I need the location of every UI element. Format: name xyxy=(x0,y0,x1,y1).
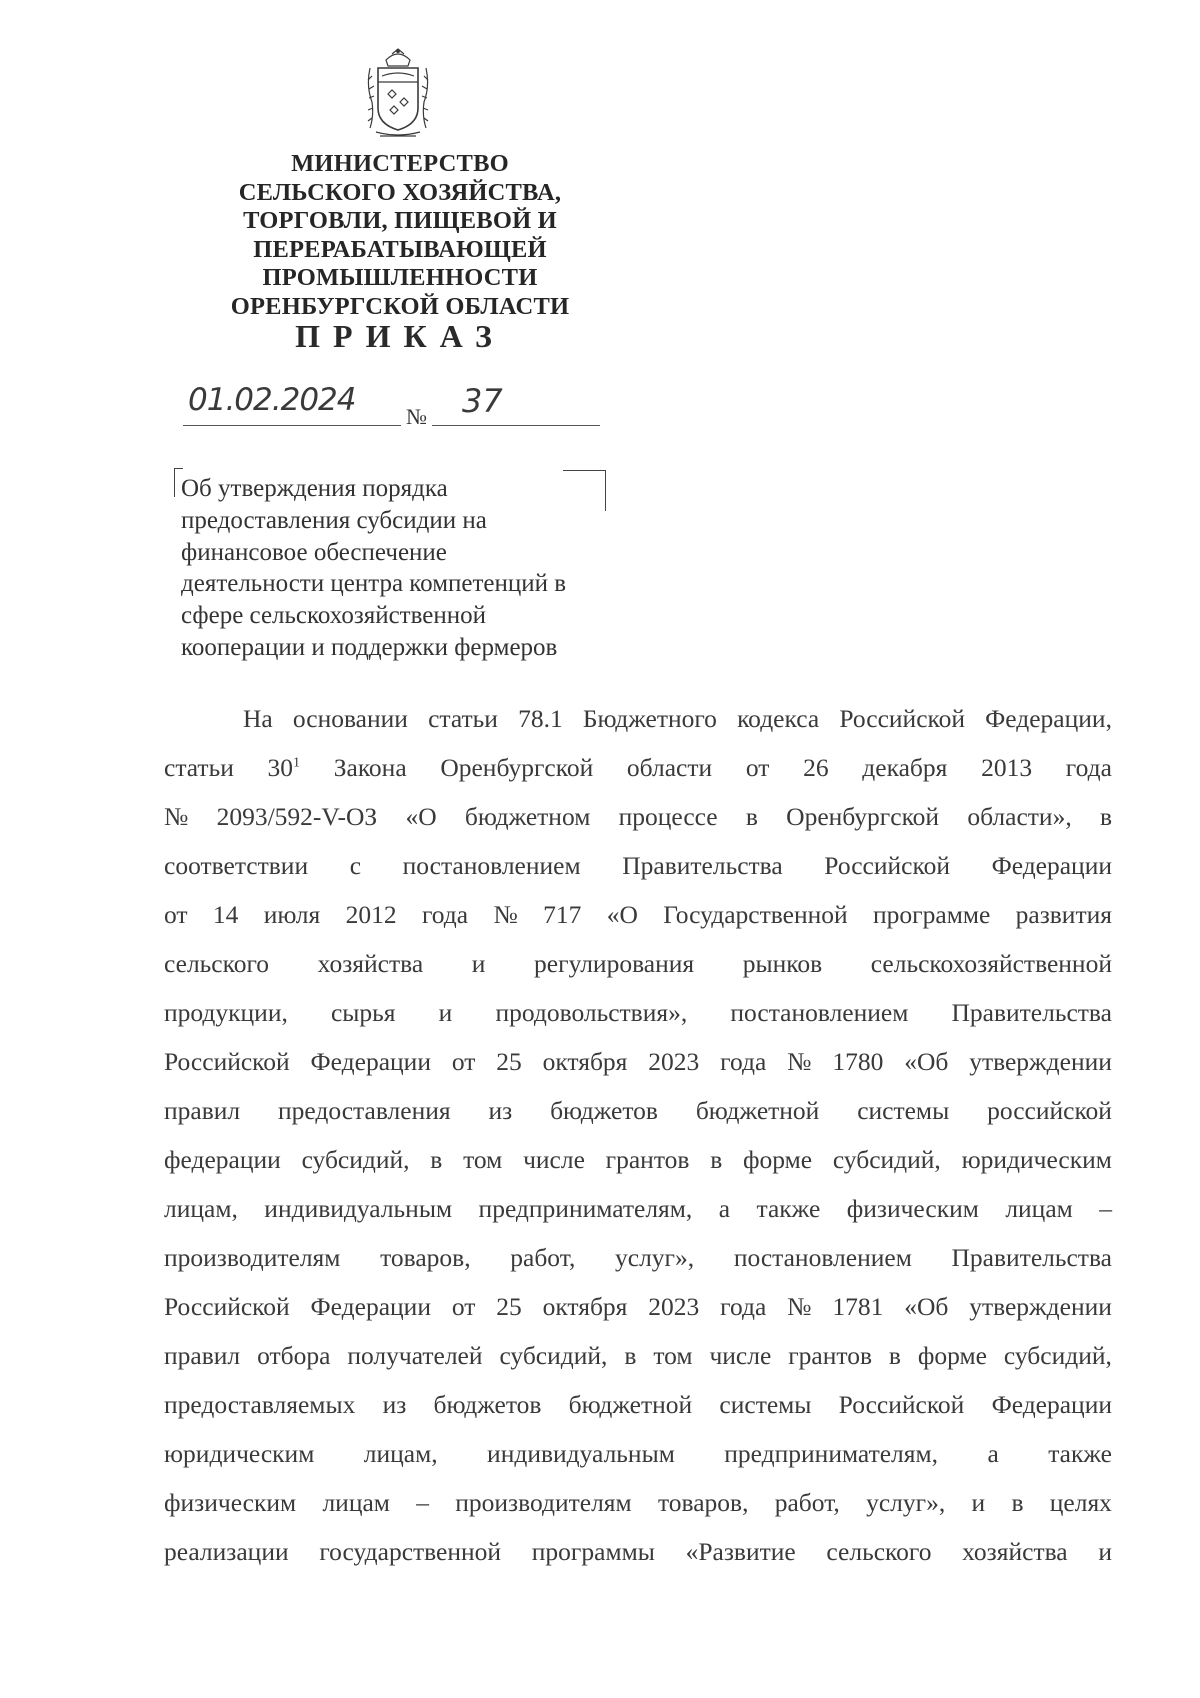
body-word: Федерации xyxy=(991,851,1112,880)
body-word: бюджетной xyxy=(695,1096,820,1125)
body-word: № xyxy=(164,802,189,831)
body-word: Оренбургской xyxy=(440,753,594,782)
body-word: Бюджетного xyxy=(582,704,717,733)
body-word: также xyxy=(1048,1439,1112,1468)
body-word: индивидуальным xyxy=(264,1194,453,1223)
body-line xyxy=(164,939,1112,988)
body-word: государственной xyxy=(319,1537,502,1566)
order-subject xyxy=(181,473,621,664)
body-word: утверждении xyxy=(969,1292,1112,1321)
body-word: программы xyxy=(531,1537,655,1566)
body-word: кодекса xyxy=(737,704,820,733)
body-word: Правительства xyxy=(951,998,1112,1027)
number-underline xyxy=(432,425,600,426)
body-word: реализации xyxy=(164,1537,289,1566)
body-word: системы xyxy=(857,1096,950,1125)
body-word: Правительства xyxy=(622,851,783,880)
body-word: бюджетов xyxy=(550,1096,658,1125)
body-word: в xyxy=(1011,1488,1024,1517)
body-word: Российской xyxy=(164,1292,290,1321)
body-word: а xyxy=(987,1439,999,1468)
body-word: Оренбургской xyxy=(786,802,940,831)
body-word: лицам, xyxy=(164,1194,238,1223)
document-type-title: ПРИКАЗ xyxy=(295,318,505,354)
body-word: субсидий, xyxy=(499,1341,608,1370)
body-word: развития xyxy=(1015,900,1112,929)
body-word: Правительства xyxy=(951,1243,1112,1272)
body-word: постановлением xyxy=(402,851,581,880)
body-word: субсидий, xyxy=(1003,1341,1112,1370)
body-word: – xyxy=(416,1488,429,1517)
body-word: лицам xyxy=(322,1488,390,1517)
body-word: Российской xyxy=(164,1047,290,1076)
body-line xyxy=(164,694,1112,743)
body-word: Российской xyxy=(838,1390,965,1419)
body-word: статьи xyxy=(428,704,498,733)
body-word: 717 xyxy=(543,900,582,929)
body-word: субсидий, xyxy=(832,1145,941,1174)
body-line xyxy=(164,988,1112,1037)
body-word: июля xyxy=(263,900,321,929)
body-word: федерации xyxy=(164,1145,281,1174)
body-word: «О xyxy=(606,900,638,929)
body-word: от xyxy=(451,1047,476,1076)
body-word: бюджетов xyxy=(433,1390,542,1419)
body-word: правил xyxy=(164,1341,241,1370)
body-word: – xyxy=(1099,1194,1112,1223)
subject-line: кооперации и поддержки фермеров xyxy=(181,633,558,661)
body-word: товаров, xyxy=(380,1243,471,1272)
ministry-line: СЕЛЬСКОГО ХОЗЯЙСТВА, xyxy=(238,178,562,206)
body-word: получателей xyxy=(347,1341,483,1370)
body-word: Закона xyxy=(333,753,407,782)
subject-line: сфере сельскохозяйственной xyxy=(181,602,486,630)
body-word: и xyxy=(1098,1537,1112,1566)
body-word: продовольствия», xyxy=(495,998,688,1027)
body-line xyxy=(164,1331,1112,1380)
body-word: статьи xyxy=(164,753,234,782)
body-line xyxy=(164,1380,1112,1429)
body-word: из xyxy=(488,1096,513,1125)
body-word: бюджетной xyxy=(568,1390,693,1419)
body-word: Федерации, xyxy=(985,704,1112,733)
body-line xyxy=(164,1184,1112,1233)
body-word: «О xyxy=(405,802,437,831)
body-word: услуг», xyxy=(866,1488,946,1517)
body-word: из xyxy=(382,1390,407,1419)
body-word: рынков xyxy=(742,949,823,978)
ministry-name xyxy=(215,150,585,321)
body-word: отбора xyxy=(257,1341,331,1370)
body-line xyxy=(164,1282,1112,1331)
body-word: 78.1 xyxy=(518,704,563,733)
order-body-paragraph xyxy=(164,694,1112,1576)
body-word: предоставляемых xyxy=(164,1390,356,1419)
body-word: индивидуальным xyxy=(487,1439,675,1468)
date-underline xyxy=(183,425,401,426)
body-word: соответствии xyxy=(164,851,309,880)
body-word: сельскохозяйственной xyxy=(870,949,1112,978)
body-word: предпринимателям, xyxy=(724,1439,939,1468)
body-word: субсидий, xyxy=(301,1145,410,1174)
body-word: основании xyxy=(292,704,408,733)
body-word: Российской xyxy=(839,704,965,733)
body-word: года xyxy=(1065,753,1112,782)
body-word: также xyxy=(756,1194,821,1223)
body-word: бюджетном xyxy=(464,802,591,831)
body-word: октября xyxy=(542,1292,628,1321)
body-word: области xyxy=(626,753,713,782)
body-word: 2023 xyxy=(648,1292,700,1321)
body-word: Федерации xyxy=(310,1292,431,1321)
body-word: процессе xyxy=(618,802,718,831)
body-word: производителям xyxy=(455,1488,632,1517)
body-word: и xyxy=(438,998,453,1027)
body-word: хозяйства xyxy=(317,949,424,978)
body-word: 2013 xyxy=(981,753,1033,782)
body-word: юридическим xyxy=(961,1145,1112,1174)
body-word: продукции, xyxy=(164,998,288,1027)
body-word: числе xyxy=(523,1145,585,1174)
body-word: форме xyxy=(742,1145,813,1174)
body-line xyxy=(164,1135,1112,1184)
order-date: 01.02.2024 xyxy=(188,382,356,418)
body-word: «Об xyxy=(904,1292,949,1321)
body-word: от xyxy=(451,1292,476,1321)
body-word: числе xyxy=(709,1341,772,1370)
subject-line: деятельности центра компетенций в xyxy=(181,570,567,598)
body-line xyxy=(164,1086,1112,1135)
body-word: работ, xyxy=(774,1488,840,1517)
ministry-line: ПЕРЕРАБАТЫВАЮЩЕЙ xyxy=(253,235,547,263)
body-word: и xyxy=(471,949,486,978)
body-word: 14 xyxy=(212,900,239,929)
body-word: года xyxy=(720,1292,767,1321)
body-word: в xyxy=(745,802,758,831)
body-word: услуг», xyxy=(615,1243,695,1272)
body-word: октября xyxy=(542,1047,628,1076)
body-word: года xyxy=(720,1047,767,1076)
body-word: 25 xyxy=(496,1047,522,1076)
body-word: предпринимателям, xyxy=(478,1194,693,1223)
body-word: регулирования xyxy=(534,949,695,978)
body-word: Федерации xyxy=(991,1390,1112,1419)
subject-line: предоставления субсидии на xyxy=(181,506,487,534)
body-word: системы xyxy=(719,1390,812,1419)
body-word: № xyxy=(787,1047,812,1076)
body-word: сельского xyxy=(164,949,270,978)
body-word: от xyxy=(745,753,770,782)
body-word: грантов xyxy=(605,1145,690,1174)
ministry-line: ПРОМЫШЛЕННОСТИ xyxy=(262,264,538,291)
body-word: производителям xyxy=(164,1243,341,1272)
body-word: правил xyxy=(164,1096,241,1125)
body-word: лицам, xyxy=(363,1439,438,1468)
body-word: товаров, xyxy=(657,1488,749,1517)
body-word: области», xyxy=(967,802,1072,831)
body-word: Федерации xyxy=(310,1047,431,1076)
body-word: в xyxy=(430,1145,443,1174)
order-number: 37 xyxy=(462,382,503,420)
body-word: декабря xyxy=(862,753,948,782)
body-word: 2012 xyxy=(345,900,397,929)
body-word: «Об xyxy=(904,1047,949,1076)
body-word: физическим xyxy=(846,1194,979,1223)
body-word: в xyxy=(1099,802,1112,831)
body-word: грантов xyxy=(788,1341,872,1370)
body-word: 25 xyxy=(496,1292,522,1321)
body-word: 1780 xyxy=(832,1047,884,1076)
body-word: работ, xyxy=(510,1243,576,1272)
body-word: «Развитие xyxy=(685,1537,796,1566)
body-word: Государственной xyxy=(663,900,848,929)
body-word: программе xyxy=(873,900,991,929)
body-word: с xyxy=(349,851,362,880)
body-word: предоставления xyxy=(278,1096,451,1125)
body-word: в xyxy=(888,1341,901,1370)
body-word: 2093/592-V-ОЗ xyxy=(216,802,378,831)
body-word: 1781 xyxy=(832,1292,884,1321)
body-word: № xyxy=(493,900,518,929)
body-word: утверждении xyxy=(969,1047,1112,1076)
body-line xyxy=(164,792,1112,841)
body-word: № xyxy=(787,1292,812,1321)
body-word: года xyxy=(421,900,469,929)
ministry-line: ОРЕНБУРГСКОЙ ОБЛАСТИ xyxy=(230,292,570,320)
body-word: том xyxy=(653,1341,693,1370)
body-word: том xyxy=(463,1145,503,1174)
body-word: Российской xyxy=(824,851,950,880)
body-line xyxy=(164,1527,1112,1576)
body-word: На xyxy=(243,704,273,733)
superscript-mark: 1 xyxy=(293,755,301,771)
subject-line: Об утверждения порядка xyxy=(181,475,448,502)
body-word: сельского xyxy=(826,1537,932,1566)
ministry-line: МИНИСТЕРСТВО xyxy=(291,150,509,177)
body-line xyxy=(164,841,1112,890)
body-line xyxy=(164,1037,1112,1086)
body-word: постановлением xyxy=(730,998,909,1027)
body-word: а xyxy=(718,1194,731,1223)
number-sign: № xyxy=(406,404,427,429)
body-word: $30^1$ xyxy=(267,753,301,782)
body-word: и xyxy=(971,1488,986,1517)
coat-of-arms-emblem xyxy=(362,46,434,140)
body-word: в xyxy=(710,1145,723,1174)
body-line xyxy=(164,1478,1112,1527)
body-word: от xyxy=(164,900,188,929)
ministry-line: ТОРГОВЛИ, ПИЩЕВОЙ И xyxy=(243,207,557,234)
body-word: российской xyxy=(987,1096,1112,1125)
subject-line: финансовое обеспечение xyxy=(181,538,447,566)
body-word: целях xyxy=(1049,1488,1112,1517)
body-word: постановлением xyxy=(733,1243,912,1272)
body-word: хозяйства xyxy=(962,1537,1068,1566)
body-line xyxy=(164,890,1112,939)
body-word: лицам xyxy=(1005,1194,1073,1223)
body-word: форме xyxy=(917,1341,987,1370)
body-word: сырья xyxy=(330,998,396,1027)
body-word: 26 xyxy=(803,753,829,782)
body-line-with-superscript xyxy=(164,743,1112,792)
body-word: в xyxy=(624,1341,637,1370)
body-word: физическим xyxy=(164,1488,297,1517)
body-word: 2023 xyxy=(648,1047,700,1076)
body-word: юридическим xyxy=(164,1439,315,1468)
body-line xyxy=(164,1233,1112,1282)
body-line xyxy=(164,1429,1112,1478)
